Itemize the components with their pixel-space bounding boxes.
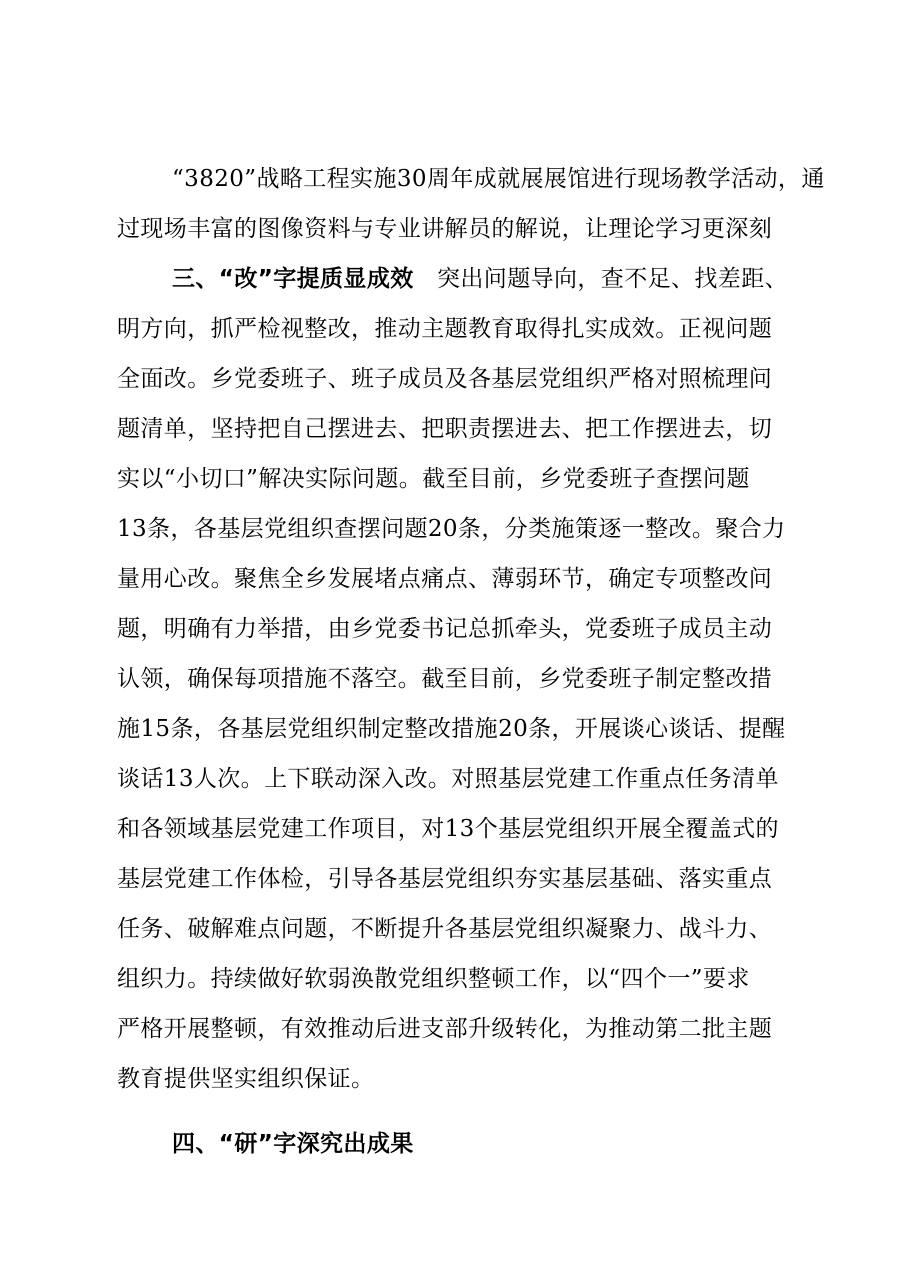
text-line: 量用心改。聚焦全乡发展堵点痛点、薄弱环节，确定专项整改问	[117, 566, 773, 592]
text-line: 过现场丰富的图像资料与专业讲解员的解说，让理论学习更深刻	[117, 216, 773, 242]
text-line: 谈话13人次。上下联动深入改。对照基层党建工作重点任务清单	[117, 766, 779, 792]
paragraph-line	[0, 163, 909, 195]
text-line: 题清单，坚持把自己摆进去、把职责摆进去、把工作摆进去，切	[117, 416, 773, 442]
paragraph-line	[0, 313, 909, 345]
text-line: 任务、破解难点问题，不断提升各基层党组织凝聚力、战斗力、	[117, 916, 773, 942]
text-line: 教育提供坚实组织保证。	[117, 1066, 375, 1092]
paragraph-line	[0, 513, 909, 545]
text-line: 和各领域基层党建工作项目，对13个基层党组织开展全覆盖式的	[117, 816, 779, 842]
paragraph-line	[0, 1063, 909, 1095]
paragraph-line	[0, 413, 909, 445]
text-line: 严格开展整顿，有效推动后进支部升级转化，为推动第二批主题	[117, 1016, 773, 1042]
text-line: 13条，各基层党组织查摆问题20条，分类施策逐一整改。聚合力	[117, 516, 786, 542]
text-line: 组织力。持续做好软弱涣散党组织整顿工作，以“四个一”要求	[117, 966, 750, 992]
section-three-line	[0, 263, 909, 295]
text-line: 实以“小切口”解决实际问题。截至目前，乡党委班子查摆问题	[117, 466, 750, 492]
section-three-lead: 突出问题导向，查不足、找差距、	[437, 266, 788, 292]
text-line: 基层党建工作体检，引导各基层党组织夯实基层基础、落实重点	[117, 866, 773, 892]
text-line: “3820”战略工程实施30周年成就展展馆进行现场教学活动，通	[172, 166, 825, 192]
text-line: 认领，确保每项措施不落空。截至目前，乡党委班子制定整改措	[117, 666, 773, 692]
paragraph-line	[0, 363, 909, 395]
paragraph-line	[0, 813, 909, 845]
text-line: 施15条，各基层党组织制定整改措施20条，开展谈心谈话、提醒	[117, 716, 786, 742]
paragraph-line	[0, 763, 909, 795]
paragraph-line	[0, 963, 909, 995]
section-three-heading: 三、“改”字提质显成效	[172, 266, 414, 292]
paragraph-line	[0, 713, 909, 745]
text-line: 明方向，抓严检视整改，推动主题教育取得扎实成效。正视问题	[117, 316, 773, 342]
paragraph-line	[0, 663, 909, 695]
paragraph-line	[0, 563, 909, 595]
paragraph-line	[0, 463, 909, 495]
paragraph-line	[0, 863, 909, 895]
section-four-heading: 四、“研”字深究出成果	[172, 1131, 414, 1157]
text-line: 题，明确有力举措，由乡党委书记总抓牵头，党委班子成员主动	[117, 616, 773, 642]
paragraph-line	[0, 213, 909, 245]
paragraph-line	[0, 913, 909, 945]
paragraph-line	[0, 613, 909, 645]
text-line: 全面改。乡党委班子、班子成员及各基层党组织严格对照梳理问	[117, 366, 773, 392]
section-four-line	[0, 1128, 909, 1160]
paragraph-line	[0, 1013, 909, 1045]
